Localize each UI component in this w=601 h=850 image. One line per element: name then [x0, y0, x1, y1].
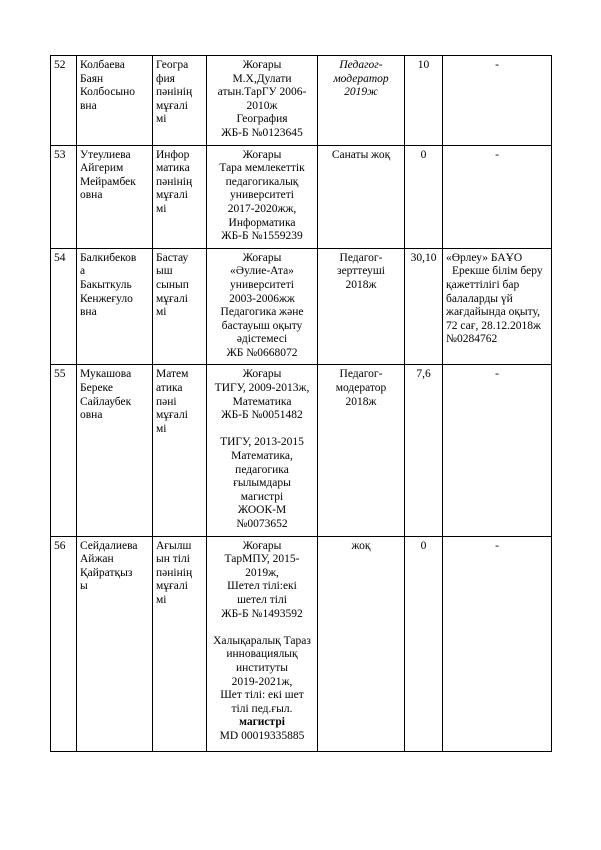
- teacher-position: Геогра фия пәнінің мұғалі мі: [153, 56, 207, 146]
- row-number: 52: [51, 56, 77, 146]
- teacher-experience: 7,6: [405, 365, 443, 536]
- row-number: 54: [51, 248, 77, 365]
- table-row: [51, 145, 552, 248]
- teacher-education: Жоғары Тара мемлекеттік педагогикалық университеті 2017-2020жж, Информатика ЖБ-Б №1559239: [207, 145, 318, 248]
- teacher-position: Инфор матика пәнінің мұғалі мі: [153, 145, 207, 248]
- teacher-name: Мукашова Береке Сайлаубек овна: [77, 365, 153, 536]
- teacher-position: Ағылш ын тілі пәнінің мұғалі мі: [153, 536, 207, 751]
- teacher-experience: 0: [405, 536, 443, 751]
- row-number: 55: [51, 365, 77, 536]
- education-main: Жоғары ТарМПУ, 2015- 2019ж, Шетел тілі:екі шетел тілі ЖБ-Б №1493592 Халықаралық Тараз инновациялық институты 2019-2021ж, Шет тілі: екі шет тілі пед.ғыл.: [213, 539, 311, 715]
- education-diploma: MD 00019335885: [219, 729, 305, 742]
- teacher-education: Жоғары «Әулие-Ата» университеті 2003-2006жж Педагогика және бастауыш оқыту әдістемесі ЖБ №0668072: [207, 248, 318, 365]
- teacher-name: Сейдалиева Айжан Қайратқыз ы: [77, 536, 153, 751]
- teacher-courses: -: [443, 56, 552, 146]
- teacher-education: [207, 536, 318, 751]
- teacher-position: Бастау ыш сынып мұғалі мі: [153, 248, 207, 365]
- teacher-education: Жоғары М.Х,Дулати атын.ТарГУ 2006- 2010ж География ЖБ-Б №0123645: [207, 56, 318, 146]
- teacher-experience: 0: [405, 145, 443, 248]
- teacher-category: Педагог- модератор 2018ж: [318, 365, 405, 536]
- education-degree: магистрі: [239, 716, 285, 729]
- table-row: [51, 365, 552, 536]
- teacher-category: жоқ: [318, 536, 405, 751]
- teacher-category: Санаты жоқ: [318, 145, 405, 248]
- table-row: [51, 56, 552, 146]
- teacher-name: Утеулиева Айгерим Мейрамбек овна: [77, 145, 153, 248]
- teacher-education: Жоғары ТИГУ, 2009-2013ж, Математика ЖБ-Б №0051482 ТИГУ, 2013-2015 Математика, педагогика ғылымдары магистрі ЖООК-М №0073652: [207, 365, 318, 536]
- course-description: Ерекше білім беру қажеттілігі бар балаларды үй жағдайында оқыту, 72 сағ, 28.12.2018ж №0284762: [446, 265, 543, 346]
- teacher-position: Матем атика пәні мұғалі мі: [153, 365, 207, 536]
- teacher-category: Педагог- модератор 2019ж: [318, 56, 405, 146]
- teacher-experience: 10: [405, 56, 443, 146]
- teacher-courses: -: [443, 536, 552, 751]
- teacher-courses: -: [443, 145, 552, 248]
- staff-table: [50, 55, 552, 752]
- teacher-name: Балкибеков а Бакыткуль Кенжеғуло вна: [77, 248, 153, 365]
- table-row: [51, 536, 552, 751]
- teacher-name: Колбаева Баян Колбосыно вна: [77, 56, 153, 146]
- table-row: [51, 248, 552, 365]
- row-number: 56: [51, 536, 77, 751]
- teacher-courses: -: [443, 365, 552, 536]
- teacher-courses: [443, 248, 552, 365]
- teacher-category: Педагог- зерттеуші 2018ж: [318, 248, 405, 365]
- row-number: 53: [51, 145, 77, 248]
- course-provider: «Өрлеу» БАҰО: [446, 251, 523, 264]
- teacher-experience: 30,10: [405, 248, 443, 365]
